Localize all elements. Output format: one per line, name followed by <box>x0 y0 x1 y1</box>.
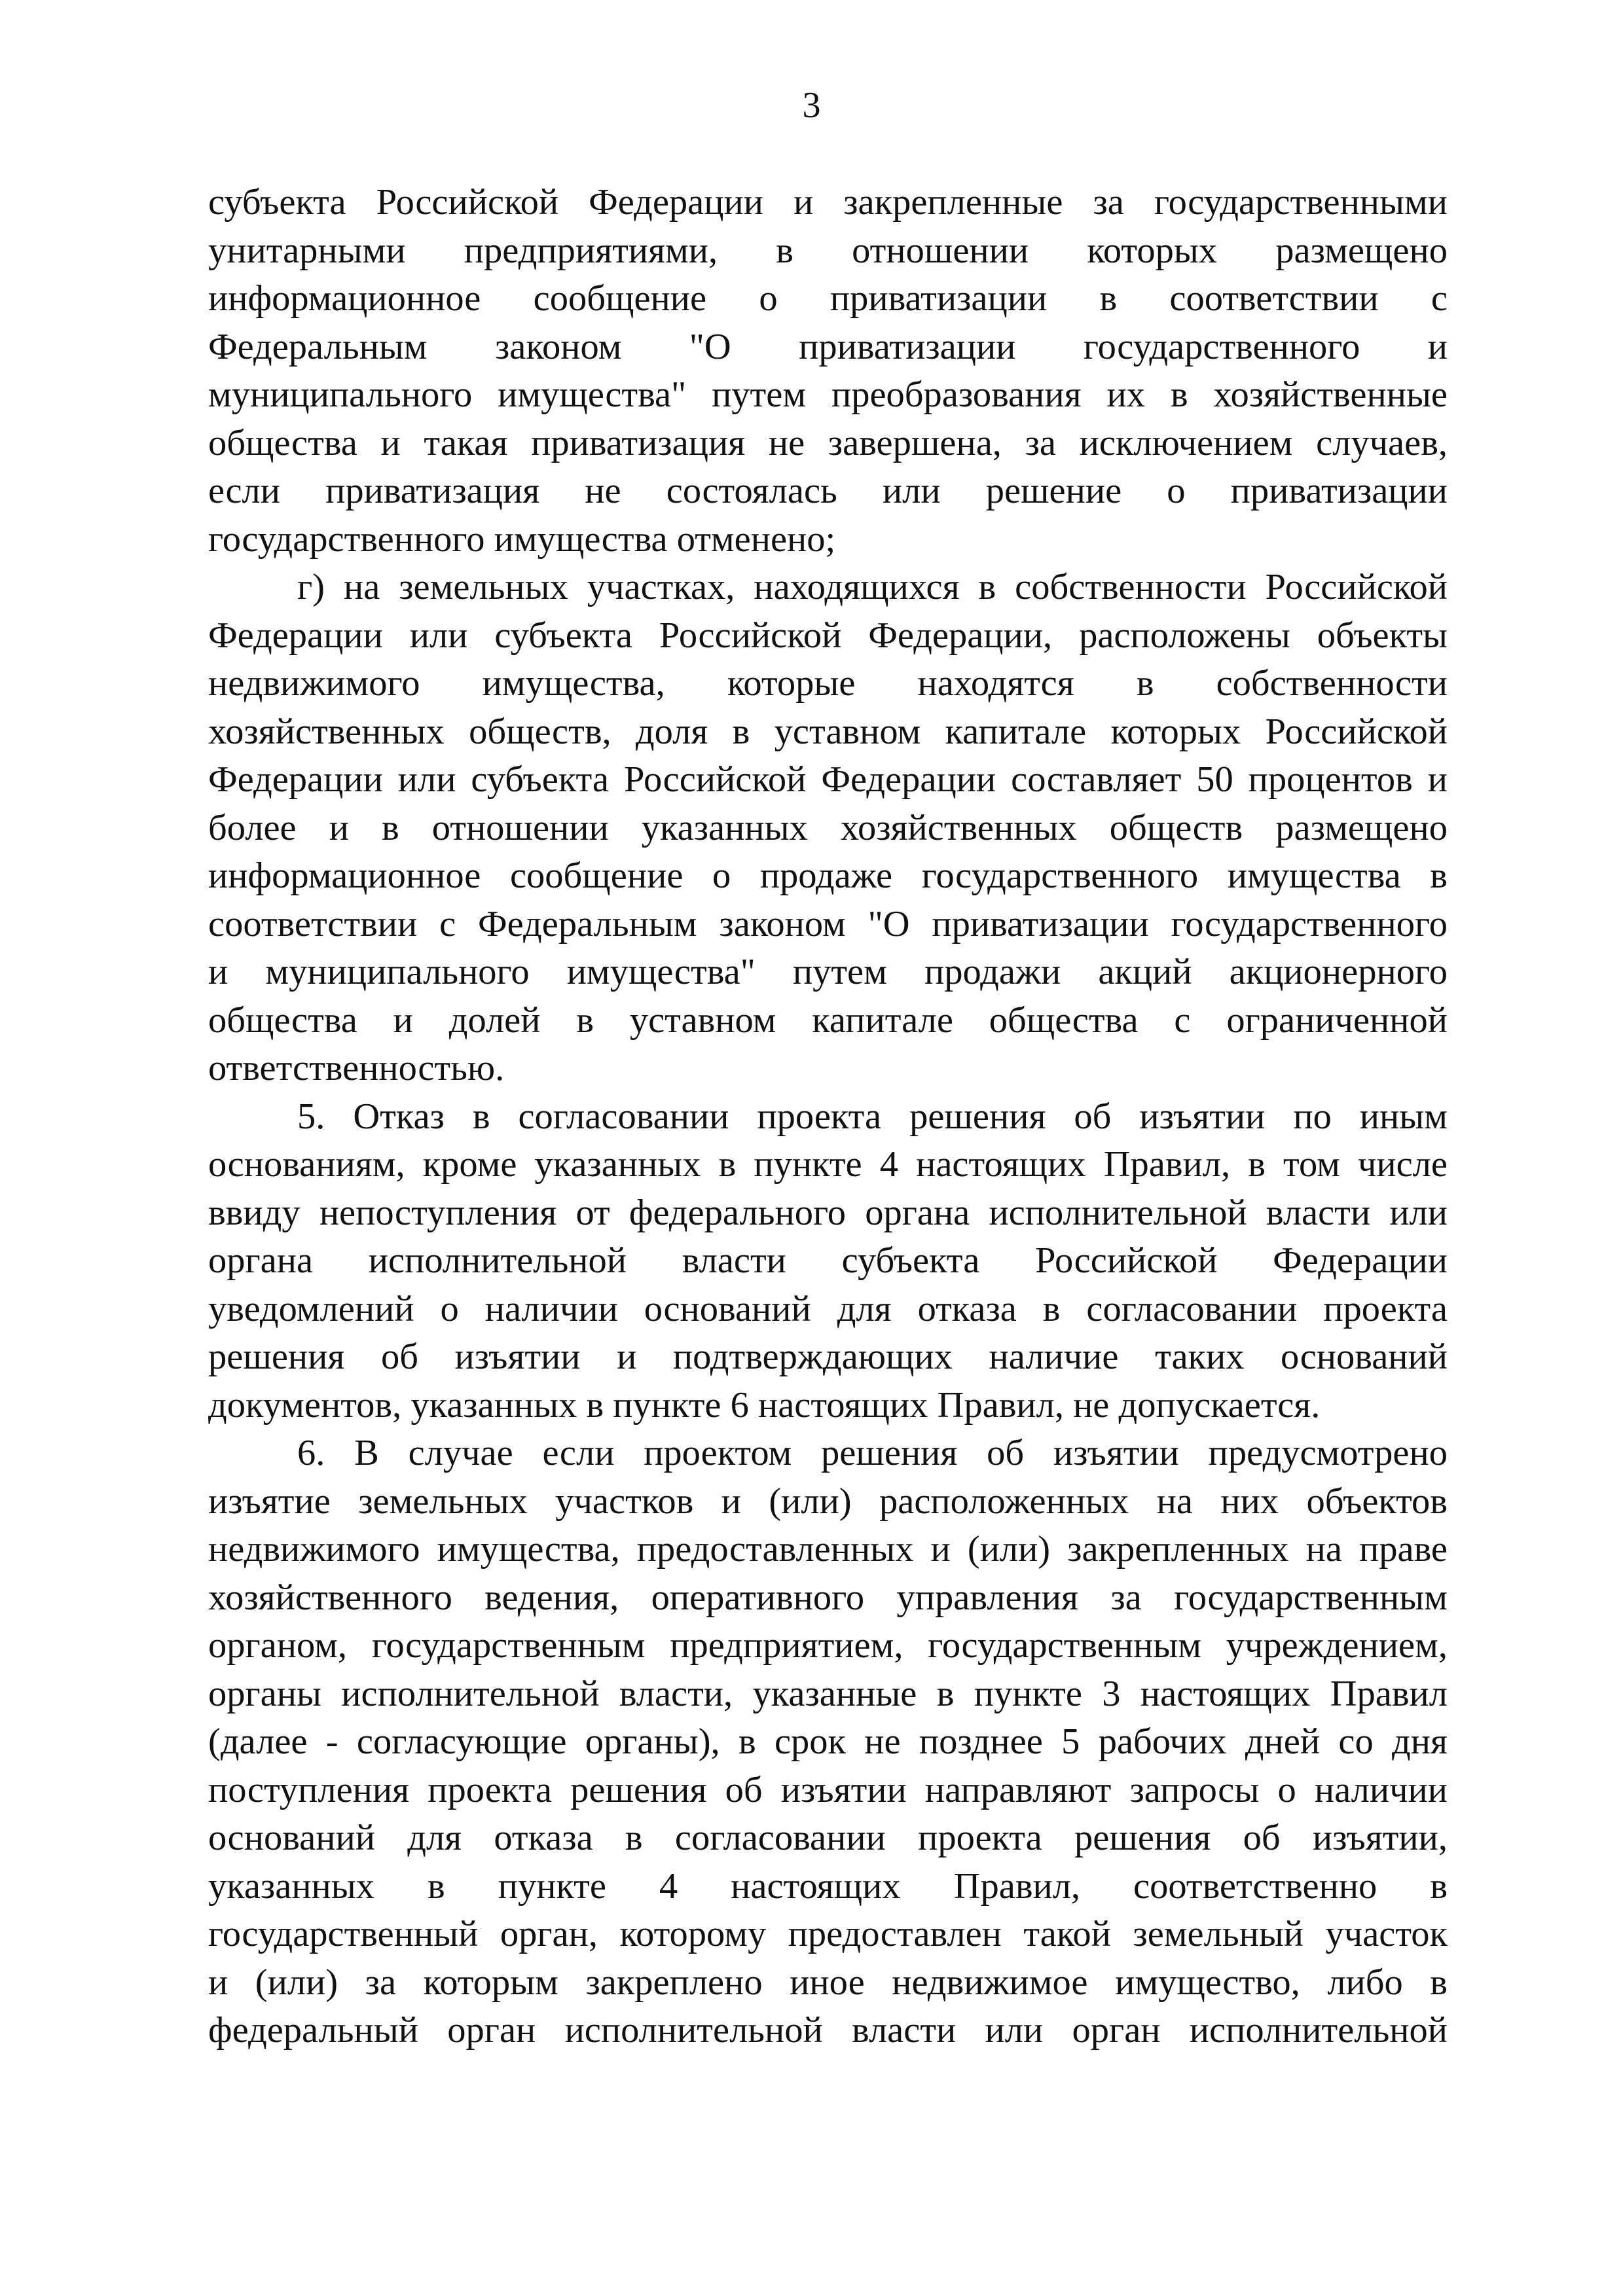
text-line: ввиду непоступления от федерального органа исполнительной власти или <box>208 1192 1448 1233</box>
text-line: (далее - согласующие органы), в срок не позднее 5 рабочих дней со дня <box>208 1721 1448 1762</box>
text-line: поступления проекта решения об изъятии направляют запросы о наличии <box>208 1769 1448 1810</box>
paragraph-item-g <box>208 564 1448 1093</box>
text-line: документов, указанных в пункте 6 настоящих Правил, не допускается. <box>208 1384 1321 1426</box>
text-line: и муниципального имущества" путем продажи акций акционерного <box>208 952 1448 992</box>
text-line: органы исполнительной власти, указанные в пункте 3 настоящих Правил <box>208 1673 1448 1714</box>
text-line: если приватизация не состоялась или решение о приватизации <box>208 471 1448 511</box>
text-line: информационное сообщение о продаже государственного имущества в <box>208 855 1448 896</box>
text-line: Федеральным законом "О приватизации государственного и <box>208 326 1448 367</box>
text-line: основаниям, кроме указанных в пункте 4 настоящих Правил, в том числе <box>208 1144 1448 1185</box>
text-line: г) на земельных участках, находящихся в собственности Российской <box>297 567 1448 607</box>
text-line: Федерации или субъекта Российской Федерации составляет 50 процентов и <box>208 759 1448 800</box>
text-line: уведомлений о наличии оснований для отказа в согласовании проекта <box>208 1288 1448 1329</box>
text-line: государственного имущества отменено; <box>208 518 836 560</box>
text-line: недвижимого имущества, которые находятся в собственности <box>208 663 1448 704</box>
text-line: оснований для отказа в согласовании проекта решения об изъятии, <box>208 1818 1448 1858</box>
text-line: Федерации или субъекта Российской Федерации, расположены объекты <box>208 615 1448 656</box>
page-number: 3 <box>802 85 821 126</box>
text-line: изъятие земельных участков и (или) расположенных на них объектов <box>208 1480 1448 1522</box>
text-line: и (или) за которым закреплено иное недвижимое имущество, либо в <box>208 1962 1448 2003</box>
text-line: хозяйственных обществ, доля в уставном капитале которых Российской <box>208 711 1448 752</box>
text-line: органа исполнительной власти субъекта Российской Федерации <box>208 1240 1448 1281</box>
text-line: информационное сообщение о приватизации в соответствии с <box>208 278 1448 319</box>
paragraph-continuation <box>208 179 1448 564</box>
text-line: недвижимого имущества, предоставленных и (или) закрепленных на праве <box>208 1529 1448 1570</box>
text-line: решения об изъятии и подтверждающих наличие таких оснований <box>208 1336 1448 1377</box>
text-line: более и в отношении указанных хозяйственных обществ размещено <box>208 807 1448 848</box>
text-line: хозяйственного ведения, оперативного управления за государственным <box>208 1577 1448 1618</box>
paragraph-item-6 <box>208 1429 1448 2055</box>
text-line: федеральный орган исполнительной власти или орган исполнительной <box>208 2010 1448 2051</box>
text-line: органом, государственным предприятием, государственным учреждением, <box>208 1625 1448 1666</box>
text-line: унитарными предприятиями, в отношении которых размещено <box>208 230 1448 271</box>
text-line: общества и долей в уставном капитале общества с ограниченной <box>208 999 1448 1041</box>
text-line: 6. В случае если проектом решения об изъятии предусмотрено <box>297 1433 1448 1473</box>
text-line: указанных в пункте 4 настоящих Правил, соответственно в <box>208 1865 1448 1907</box>
text-line: 5. Отказ в согласовании проекта решения об изъятии по иным <box>297 1096 1448 1137</box>
document-body <box>208 179 1448 2055</box>
text-line: общества и такая приватизация не завершена, за исключением случаев, <box>208 422 1448 463</box>
text-line: ответственностью. <box>208 1048 505 1088</box>
paragraph-item-5 <box>208 1093 1448 1430</box>
text-line: субъекта Российской Федерации и закрепленные за государственными <box>208 182 1448 223</box>
text-line: муниципального имущества" путем преобразования их в хозяйственные <box>208 374 1448 415</box>
text-line: государственный орган, которому предоставлен такой земельный участок <box>208 1914 1448 1954</box>
text-line: соответствии с Федеральным законом "О приватизации государственного <box>208 903 1448 944</box>
